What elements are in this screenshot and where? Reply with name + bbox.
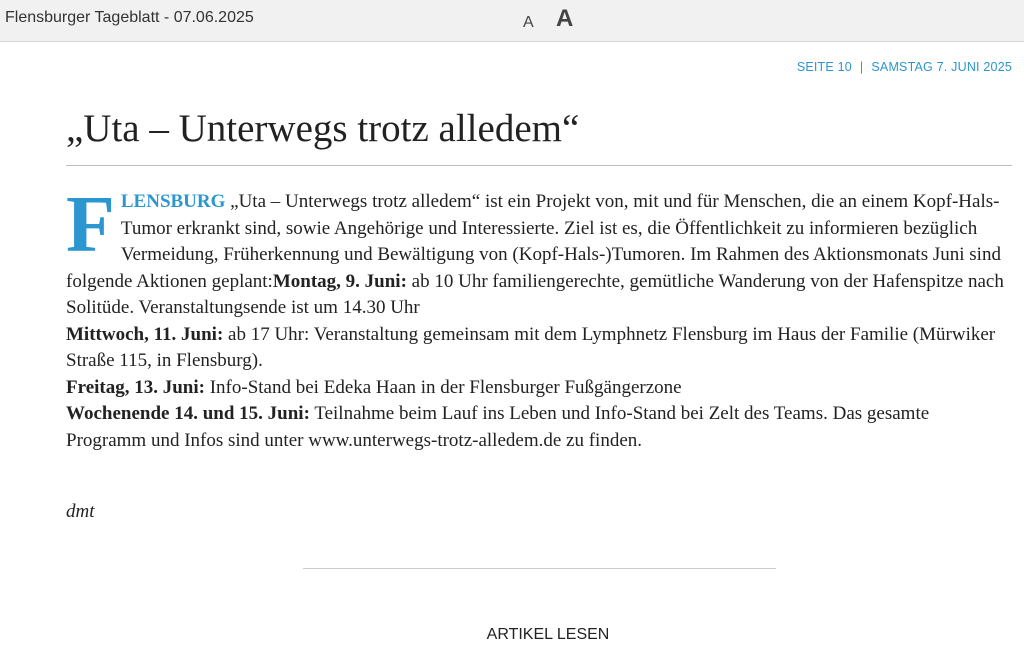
increase-font-size-button[interactable]: A xyxy=(556,5,574,32)
event-date: Wochenende 14. und 15. Juni: xyxy=(66,403,310,424)
article-body xyxy=(66,181,1012,454)
issue-date: SAMSTAG 7. JUNI 2025 xyxy=(871,60,1012,74)
headline-divider xyxy=(66,165,1012,166)
event-text: ab 17 Uhr: Veranstaltung gemeinsam mit dem Lymphnetz Flensburg im Haus der Familie (Mürwiker Straße 115, in Flensburg). xyxy=(66,323,996,371)
page-number: SEITE 10 xyxy=(796,60,852,74)
publication-title: Flensburger Tageblatt - 07.06.2025 xyxy=(5,9,254,26)
event-date: Mittwoch, 11. Juni: xyxy=(66,323,224,345)
page-info-separator: | xyxy=(859,60,864,74)
event-date: Freitag, 13. Juni: xyxy=(66,376,205,398)
author-signature: dmt xyxy=(66,501,95,522)
dateline: LENSBURG xyxy=(120,191,226,212)
footer-divider xyxy=(303,568,776,569)
event-text: ab 10 Uhr familiengerechte, gemütliche Wanderung von der Hafenspitze nach Solitüde. Veranstaltungsende ist um 14.30 Uhr xyxy=(66,270,1004,318)
page-info xyxy=(797,60,1012,74)
decrease-font-size-button[interactable]: A xyxy=(523,14,534,31)
event-text: Info-Stand bei Edeka Haan in der Flensburger Fußgängerzone xyxy=(204,376,682,398)
drop-cap: F xyxy=(66,181,115,269)
event-text: Teilnahme beim Lauf ins Leben und Info-Stand bei Zelt des Teams. Das gesamte Programm und Infos sind unter www.unterwegs-trotz-alledem.de zu finden. xyxy=(66,403,930,451)
article-headline: „Uta – Unterwegs trotz alledem“ xyxy=(66,107,580,150)
toolbar xyxy=(0,0,1024,42)
read-article-button[interactable]: ARTIKEL LESEN xyxy=(486,626,610,643)
article-intro: „Uta – Unterwegs trotz alledem“ ist ein Projekt von, mit und für Menschen, die an einem Kopf-Hals-Tumor erkrankt sind, sowie Angehörige und Interessierte. Ziel ist es, die Öffentlichkeit zu informieren bezüglich Vermeidung, Früherkennung und Bewältigung von (Kopf-Hals-)Tumoren. Im Rahmen des Aktionsmonats Juni sind folgende Aktionen geplant: xyxy=(66,191,1001,292)
event-date: Montag, 9. Juni: xyxy=(272,270,407,292)
